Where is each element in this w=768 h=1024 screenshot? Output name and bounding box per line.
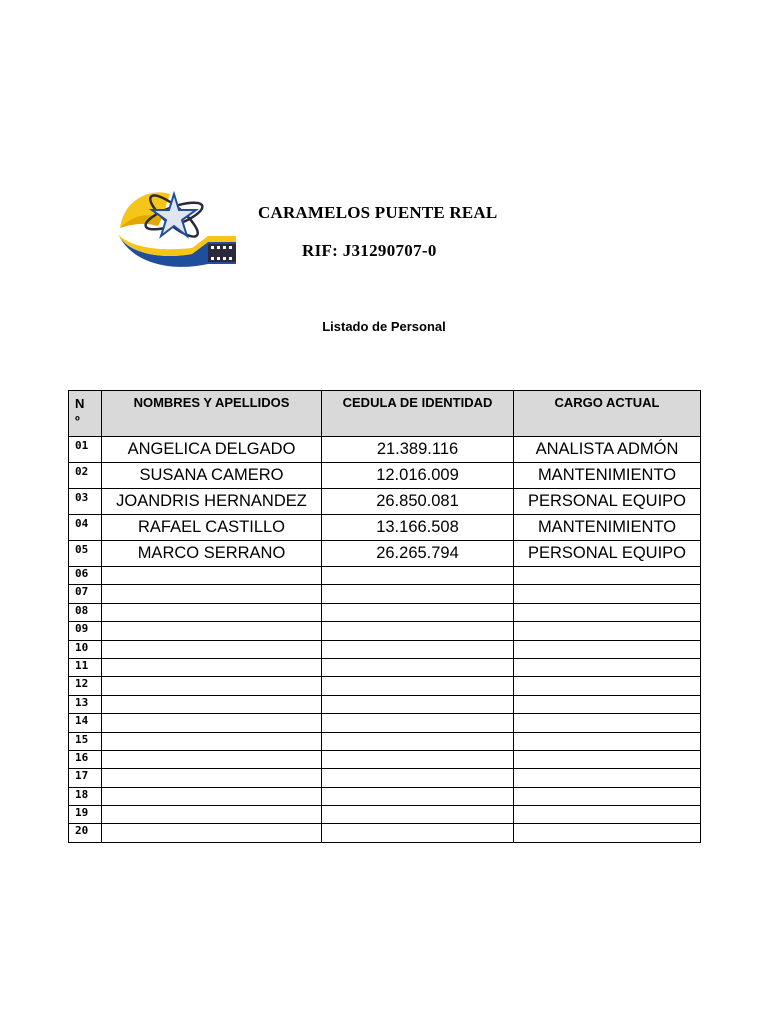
table-row	[69, 541, 701, 567]
row-role: PERSONAL EQUIPO	[514, 489, 701, 515]
row-role	[514, 658, 701, 676]
row-id	[322, 640, 514, 658]
row-name	[102, 787, 322, 805]
row-number: 17	[69, 769, 102, 787]
row-role	[514, 787, 701, 805]
row-number: 01	[69, 437, 102, 463]
row-name	[102, 714, 322, 732]
row-role: PERSONAL EQUIPO	[514, 541, 701, 567]
table-row	[69, 695, 701, 713]
row-id	[322, 787, 514, 805]
row-role	[514, 567, 701, 585]
row-role	[514, 603, 701, 621]
table-row	[69, 489, 701, 515]
table-row	[69, 769, 701, 787]
company-logo	[112, 180, 242, 272]
row-name	[102, 622, 322, 640]
row-number: 10	[69, 640, 102, 658]
row-number: 15	[69, 732, 102, 750]
row-number: 08	[69, 603, 102, 621]
row-number: 06	[69, 567, 102, 585]
row-name	[102, 806, 322, 824]
row-number: 18	[69, 787, 102, 805]
document-subtitle: Listado de Personal	[322, 319, 446, 334]
table-row	[69, 603, 701, 621]
header-role: CARGO ACTUAL	[514, 391, 701, 437]
staff-table	[68, 390, 701, 843]
table-row	[69, 677, 701, 695]
row-role: ANALISTA ADMÓN	[514, 437, 701, 463]
table-row	[69, 640, 701, 658]
row-number: 03	[69, 489, 102, 515]
row-role	[514, 714, 701, 732]
row-name: ANGELICA DELGADO	[102, 437, 322, 463]
row-id	[322, 585, 514, 603]
row-number: 05	[69, 541, 102, 567]
row-number: 07	[69, 585, 102, 603]
row-id	[322, 714, 514, 732]
row-name	[102, 603, 322, 621]
row-role	[514, 640, 701, 658]
row-id: 13.166.508	[322, 515, 514, 541]
row-number: 13	[69, 695, 102, 713]
row-number: 16	[69, 750, 102, 768]
table-row	[69, 824, 701, 842]
row-name	[102, 567, 322, 585]
table-row	[69, 515, 701, 541]
row-id	[322, 658, 514, 676]
row-id: 12.016.009	[322, 463, 514, 489]
table-row	[69, 714, 701, 732]
row-role: MANTENIMIENTO	[514, 463, 701, 489]
row-role	[514, 585, 701, 603]
row-role	[514, 824, 701, 842]
row-number: 19	[69, 806, 102, 824]
row-id: 26.265.794	[322, 541, 514, 567]
row-number: 11	[69, 658, 102, 676]
film-reel-star-logo-icon	[112, 180, 242, 272]
header-num: N º	[69, 391, 102, 437]
row-name	[102, 695, 322, 713]
row-id: 21.389.116	[322, 437, 514, 463]
row-number: 02	[69, 463, 102, 489]
row-name: RAFAEL CASTILLO	[102, 515, 322, 541]
row-name	[102, 677, 322, 695]
row-role	[514, 732, 701, 750]
table-row	[69, 732, 701, 750]
table-row	[69, 658, 701, 676]
table-row	[69, 787, 701, 805]
table-row	[69, 463, 701, 489]
row-role	[514, 695, 701, 713]
row-number: 20	[69, 824, 102, 842]
row-role	[514, 750, 701, 768]
row-id	[322, 806, 514, 824]
row-id	[322, 824, 514, 842]
row-name: MARCO SERRANO	[102, 541, 322, 567]
row-id	[322, 603, 514, 621]
row-id	[322, 732, 514, 750]
row-number: 09	[69, 622, 102, 640]
row-id	[322, 769, 514, 787]
row-name	[102, 658, 322, 676]
company-name: CARAMELOS PUENTE REAL	[258, 203, 498, 222]
row-name: SUSANA CAMERO	[102, 463, 322, 489]
row-name: JOANDRIS HERNANDEZ	[102, 489, 322, 515]
header-id: CEDULA DE IDENTIDAD	[322, 391, 514, 437]
row-name	[102, 585, 322, 603]
row-role	[514, 806, 701, 824]
table-row	[69, 622, 701, 640]
table-row	[69, 585, 701, 603]
company-rif: RIF: J31290707-0	[302, 241, 437, 260]
row-id	[322, 567, 514, 585]
table-header-row	[69, 391, 701, 437]
row-role: MANTENIMIENTO	[514, 515, 701, 541]
table-row	[69, 750, 701, 768]
row-id	[322, 622, 514, 640]
table-row	[69, 806, 701, 824]
row-name	[102, 732, 322, 750]
table-row	[69, 437, 701, 463]
row-name	[102, 769, 322, 787]
row-id	[322, 677, 514, 695]
table-row	[69, 567, 701, 585]
row-id	[322, 695, 514, 713]
row-name	[102, 640, 322, 658]
row-id: 26.850.081	[322, 489, 514, 515]
row-id	[322, 750, 514, 768]
row-number: 14	[69, 714, 102, 732]
row-role	[514, 622, 701, 640]
row-number: 12	[69, 677, 102, 695]
table-body	[69, 437, 701, 843]
row-name	[102, 824, 322, 842]
row-number: 04	[69, 515, 102, 541]
row-name	[102, 750, 322, 768]
header-name: NOMBRES Y APELLIDOS	[102, 391, 322, 437]
row-role	[514, 769, 701, 787]
row-role	[514, 677, 701, 695]
